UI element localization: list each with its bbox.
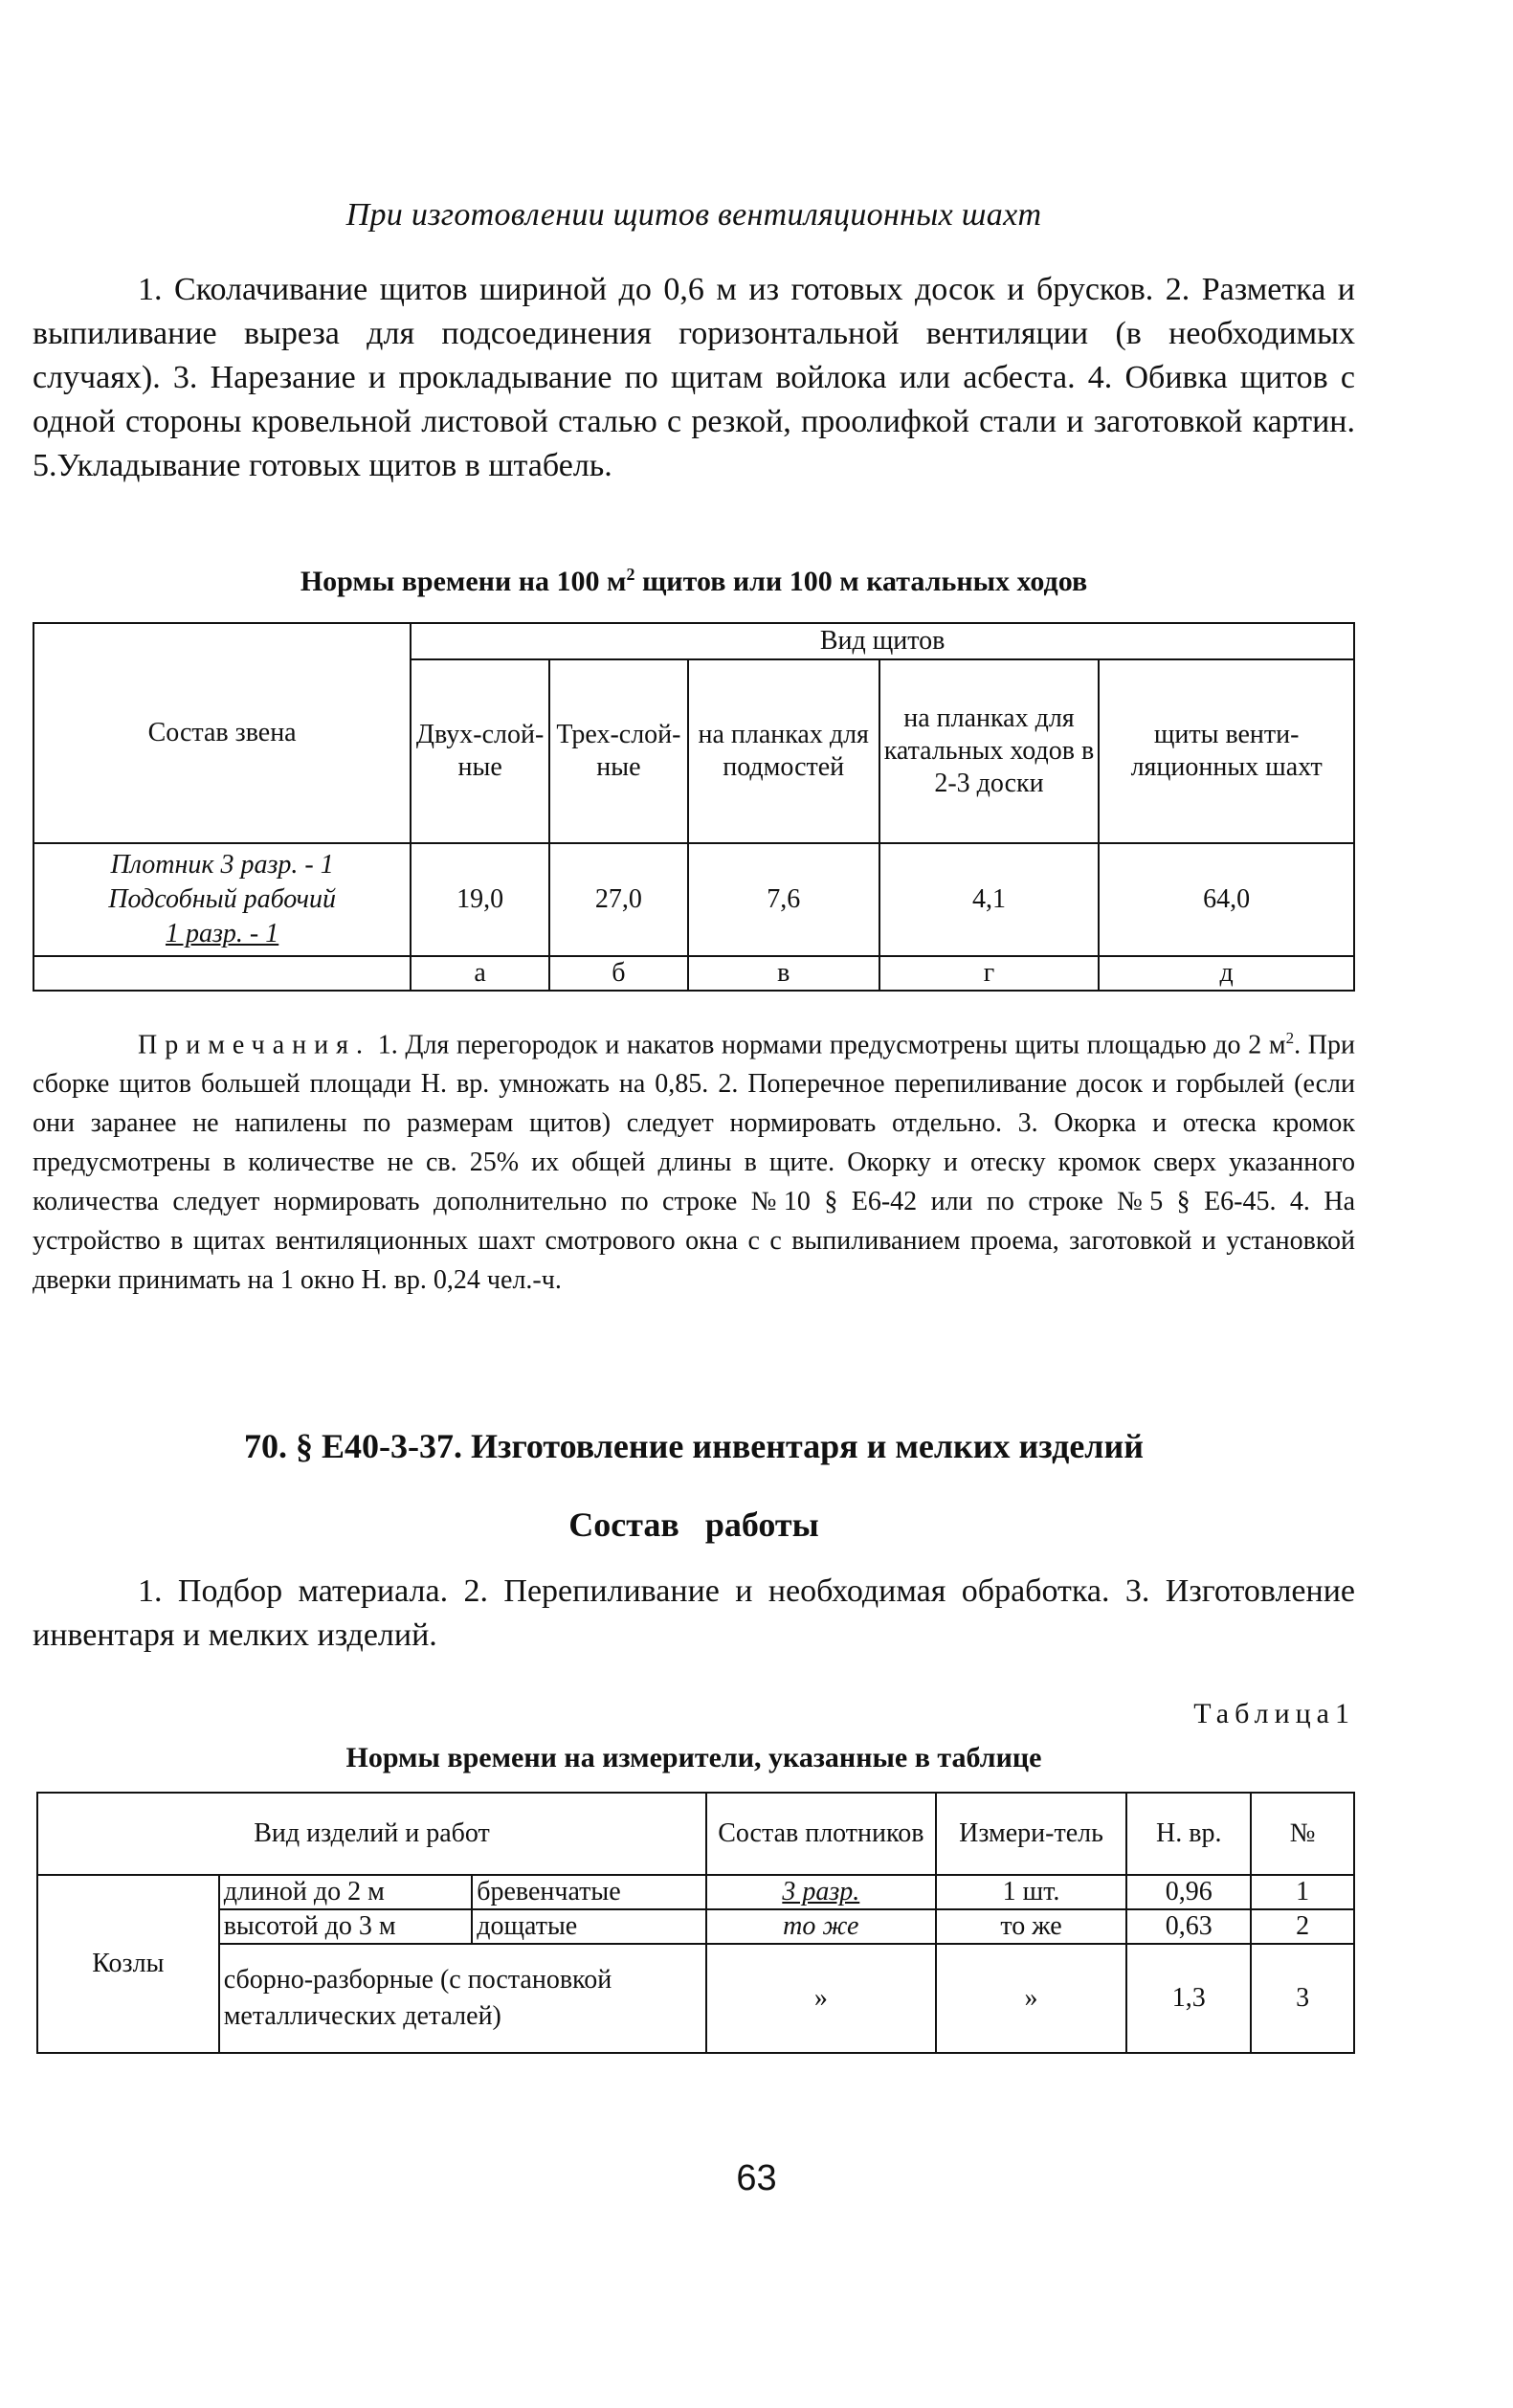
header-walkway-planks: на планках для катальных ходов в 2-3 доски — [879, 659, 1100, 843]
letter-cell: д — [1099, 956, 1354, 991]
number-cell: 2 — [1251, 1909, 1354, 1944]
table1-title-sup: 2 — [626, 565, 635, 584]
kind-cell: сборно-разборные (с постановкой металлических деталей) — [219, 1944, 706, 2053]
notes-lead: Примечания. — [138, 1030, 371, 1060]
header-vent-shafts: щиты венти-ляционных шахт — [1099, 659, 1354, 843]
kind-cell: бревенчатые — [472, 1875, 706, 1909]
notes-text-1: 1. Для перегородок и накатов нормами предусмотрены щиты площадью до 2 м — [370, 1030, 1286, 1060]
table-label: Таблица1 — [1193, 1698, 1355, 1729]
group-cell: Козлы — [37, 1875, 219, 2053]
crew-cell — [33, 843, 411, 956]
crew-line: Подсобный рабочий — [108, 884, 336, 914]
letter-cell: б — [549, 956, 688, 991]
crew-line: Плотник 3 разр. - 1 — [110, 850, 334, 880]
crew-line: 1 разр. - 1 — [165, 919, 279, 948]
work-composition-text-2 — [33, 1570, 1355, 1658]
letter-cell: г — [879, 956, 1100, 991]
header-scaffold-planks: на планках для подмостей — [688, 659, 879, 843]
section-italic-heading: При изготовлении щитов вентиляционных шахт — [345, 197, 1042, 233]
sub-cell: высотой до 3 м — [219, 1909, 473, 1944]
value-cell: 4,1 — [879, 843, 1100, 956]
section-subtitle: Состав работы — [568, 1505, 819, 1544]
header-unit: Измери-тель — [936, 1793, 1127, 1875]
letter-cell-empty — [33, 956, 411, 991]
section-title: 70. § Е40-3-37. Изготовление инвентаря и мелких изделий — [244, 1427, 1144, 1465]
value-cell: 27,0 — [549, 843, 688, 956]
table1-title — [33, 565, 1355, 598]
crew-cell: » — [706, 1944, 936, 2053]
header-number: № — [1251, 1793, 1354, 1875]
value-cell: 7,6 — [688, 843, 879, 956]
kind-cell: дощатые — [472, 1909, 706, 1944]
header-crew: Состав плотников — [706, 1793, 936, 1875]
letter-cell: а — [411, 956, 549, 991]
norm-cell: 0,96 — [1126, 1875, 1251, 1909]
header-crew: Состав звена — [33, 623, 411, 843]
work-composition-text — [33, 268, 1355, 488]
number-cell: 3 — [1251, 1944, 1354, 2053]
work-composition-paragraph: 1. Сколачивание щитов шириной до 0,6 м из готовых досок и брусков. 2. Разметка и выпиливание выреза для подсоединения горизонтальной вентиляции (в необходимых случаях). 3. Нарезание и прокладывание по щитам войлока или асбеста. 4. Обивка щитов с одной стороны кровельной листовой сталью с резкой, проолифкой стали и заготовкой картин. 5.Укладывание готовых щитов в штабель. — [33, 272, 1355, 483]
norm-cell: 1,3 — [1126, 1944, 1251, 2053]
unit-cell: » — [936, 1944, 1127, 2053]
norms-table-shields — [33, 622, 1355, 992]
value-cell: 64,0 — [1099, 843, 1354, 956]
table2-title: Нормы времени на измерители, указанные в таблице — [345, 1742, 1042, 1773]
sub-cell: длиной до 2 м — [219, 1875, 473, 1909]
letter-cell: в — [688, 956, 879, 991]
norm-cell: 0,63 — [1126, 1909, 1251, 1944]
notes-text-2: . При сборке щитов большей площади Н. вр. умножать на 0,85. 2. Поперечное перепиливание досок и горбылей (если они заранее не напилены по размерам щитов) следует нормировать отдельно. 3. Окорка и отеска кромок предусмотрены в количестве не св. 25% их общей длины в щите. Окорку и отеску кромок сверх указанного количества следует нормировать дополнительно по строке №10 § Е6-42 или по строке №5 § Е6-45. 4. На устройство в щитах вентиляционных шахт смотрового окна с с выпиливанием проема, заготовкой и установкой дверки принимать на 1 окно Н. вр. 0,24 чел.-ч. — [33, 1030, 1355, 1296]
unit-cell: то же — [936, 1909, 1127, 1944]
crew-cell: то же — [706, 1909, 936, 1944]
header-two-layer: Двух-слой-ные — [411, 659, 549, 843]
work-composition-paragraph-2: 1. Подбор материала. 2. Перепиливание и необходимая обработка. 3. Изготовление инвентаря и мелких изделий. — [33, 1573, 1355, 1653]
header-three-layer: Трех-слой-ные — [549, 659, 688, 843]
page-number: 63 — [736, 2158, 777, 2198]
norms-table-inventory — [36, 1792, 1355, 2054]
table1-title-pre: Нормы времени на 100 м — [300, 566, 627, 597]
value-cell: 19,0 — [411, 843, 549, 956]
table1-title-post: щитов или 100 м катальных ходов — [634, 566, 1088, 597]
header-shield-type: Вид щитов — [411, 623, 1354, 659]
unit-cell: 1 шт. — [936, 1875, 1127, 1909]
header-norm: Н. вр. — [1126, 1793, 1251, 1875]
header-kind: Вид изделий и работ — [37, 1793, 706, 1875]
crew-cell: 3 разр. — [706, 1875, 936, 1909]
number-cell: 1 — [1251, 1875, 1354, 1909]
notes-block — [33, 1018, 1355, 1300]
notes-sup: 2 — [1285, 1029, 1295, 1047]
